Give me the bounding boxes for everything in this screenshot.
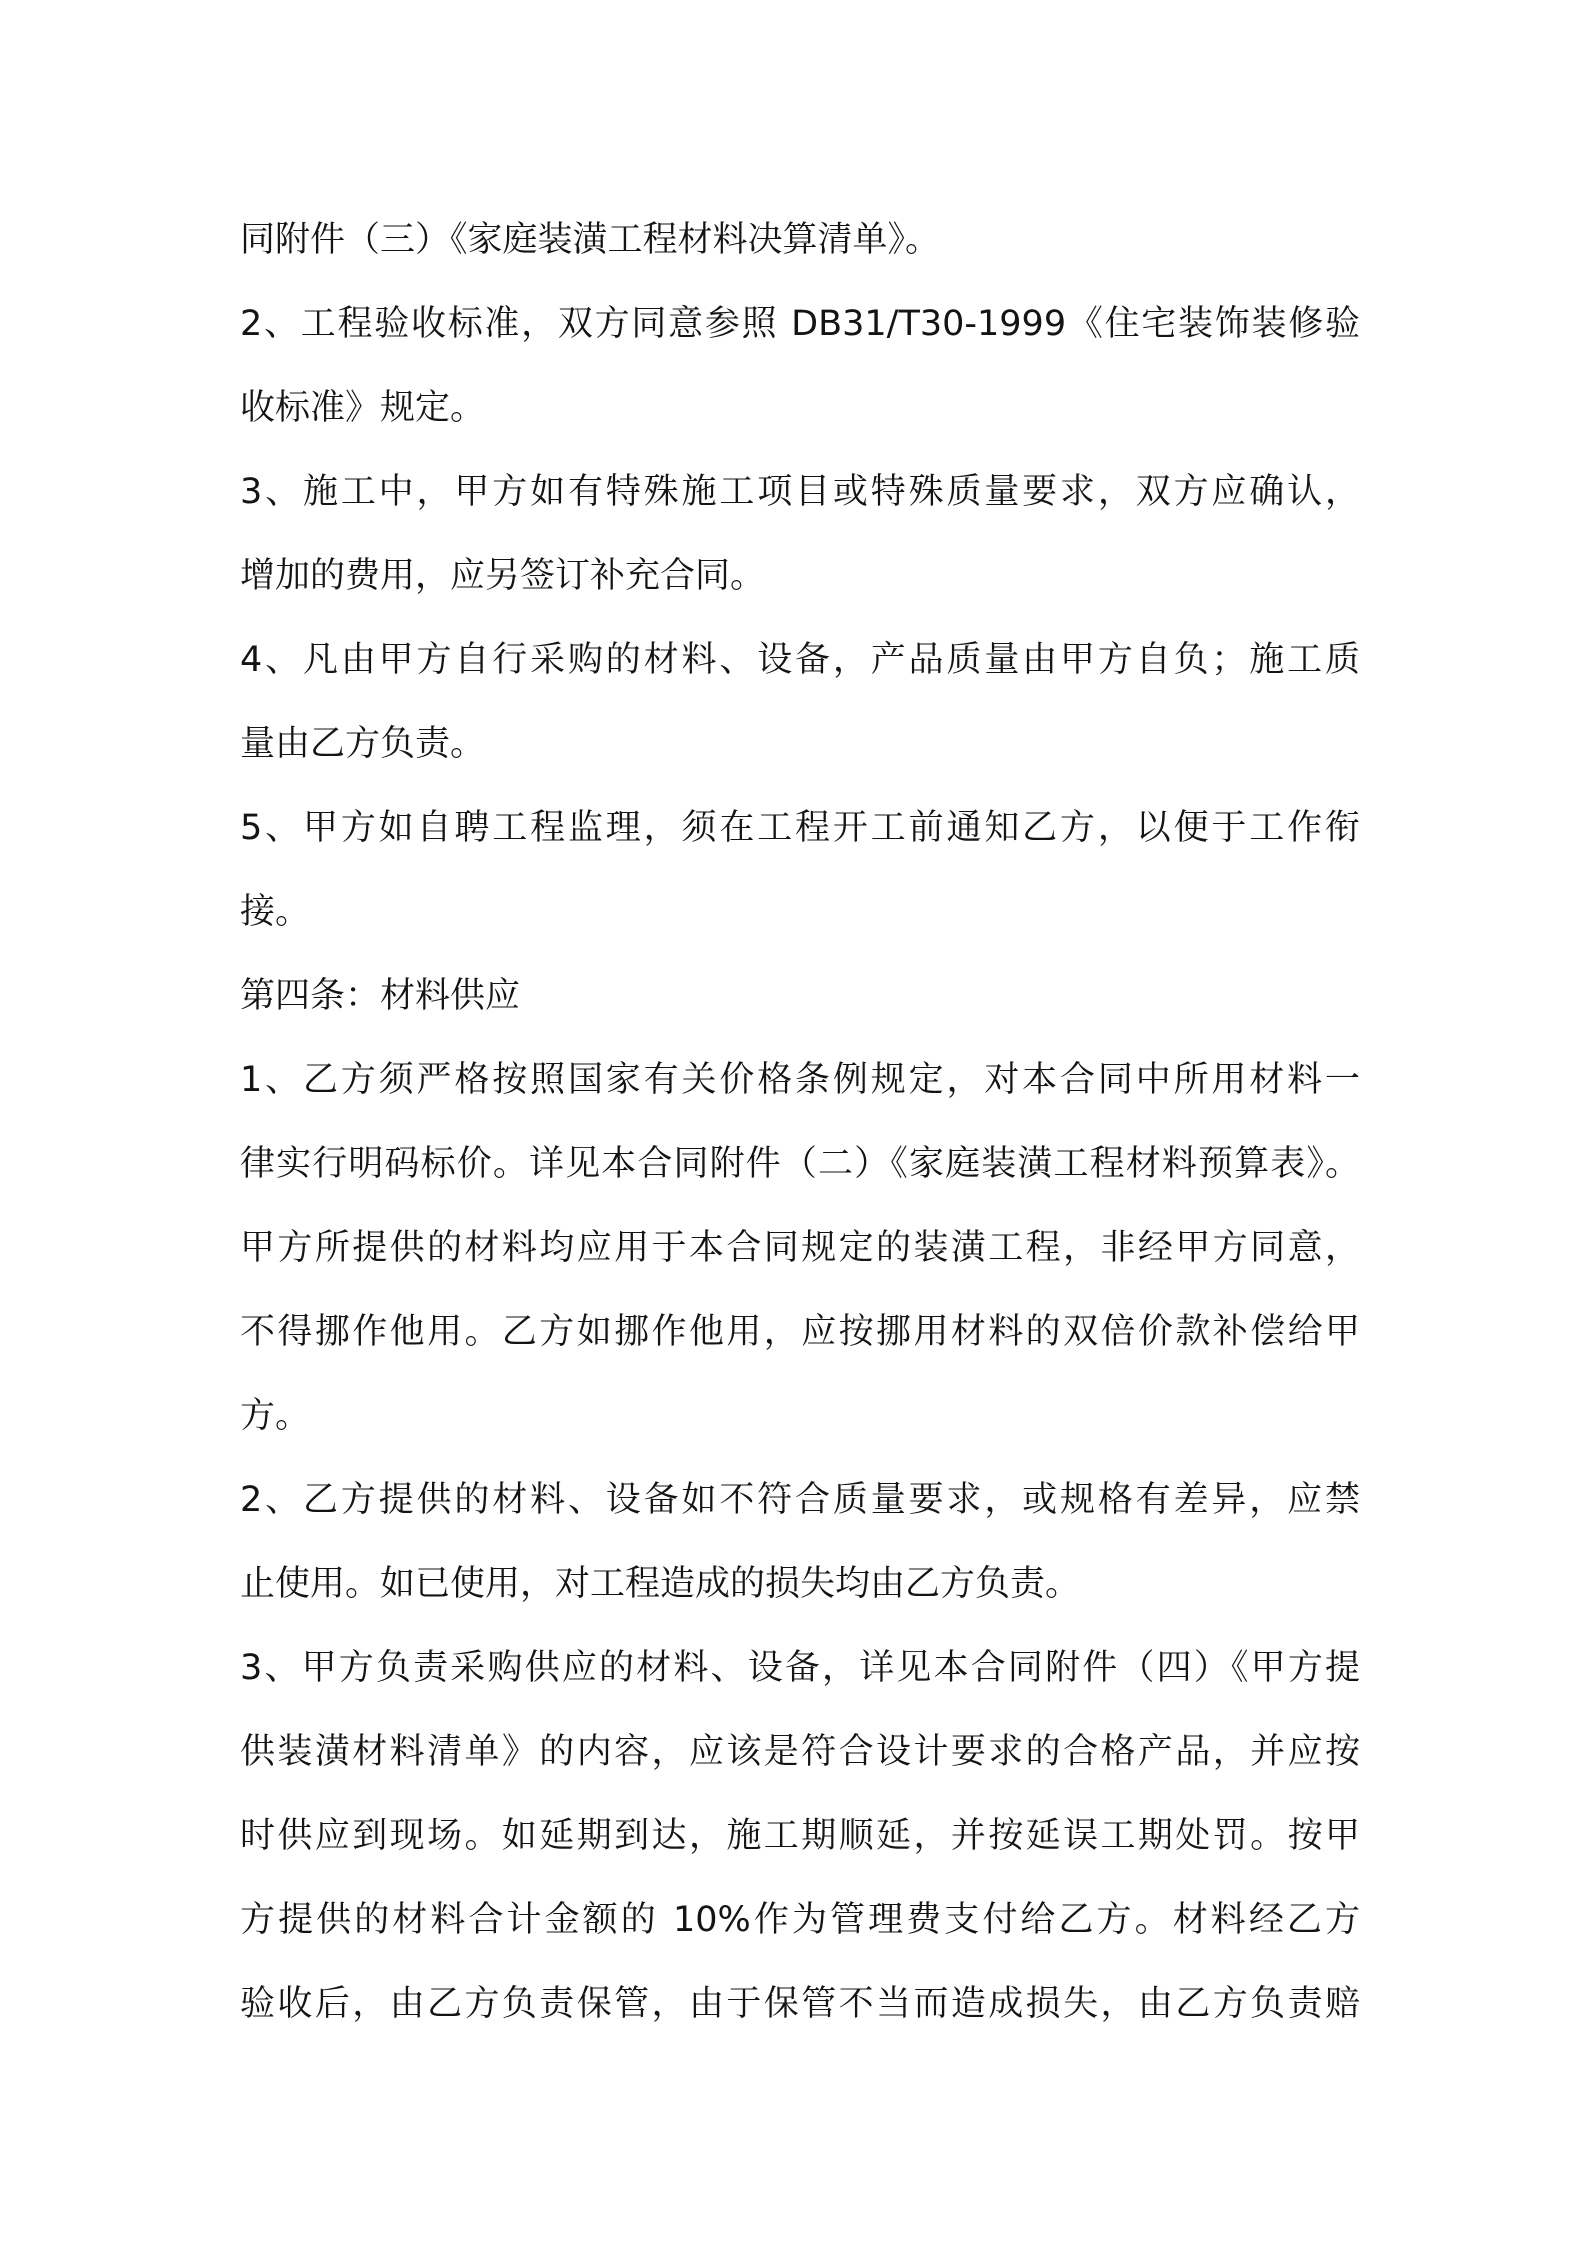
paragraph-line: 时供应到现场。如延期到达，施工期顺延，并按延误工期处罚。按甲 [240,1816,1360,1856]
paragraph-line: 律实行明码标价。详见本合同附件（二）《家庭装潢工程材料预算表》。 [240,1144,1360,1184]
paragraph-line: 5、甲方如自聘工程监理，须在工程开工前通知乙方，以便于工作衔 [240,808,1360,848]
paragraph-line: 验收后，由乙方负责保管，由于保管不当而造成损失，由乙方负责赔 [240,1984,1360,2024]
paragraph-line: 不得挪作他用。乙方如挪作他用，应按挪用材料的双倍价款补偿给甲 [240,1312,1360,1352]
paragraph-line: 4、凡由甲方自行采购的材料、设备，产品质量由甲方自负；施工质 [240,640,1360,680]
paragraph-line: 甲方所提供的材料均应用于本合同规定的装潢工程，非经甲方同意， [240,1228,1360,1268]
paragraph-line: 收标准》规定。 [240,388,486,428]
paragraph-line: 方提供的材料合计金额的 10%作为管理费支付给乙方。材料经乙方 [240,1900,1360,1940]
paragraph-line: 增加的费用，应另签订补充合同。 [240,556,766,596]
paragraph-line: 接。 [240,892,311,932]
paragraph-line: 量由乙方负责。 [240,724,486,764]
paragraph-line: 方。 [240,1396,311,1436]
paragraph-line: 同附件（三）《家庭装潢工程材料决算清单》。 [240,220,941,260]
paragraph-line: 2、工程验收标准，双方同意参照 DB31/T30-1999《住宅装饰装修验 [240,304,1360,344]
paragraph-line: 2、乙方提供的材料、设备如不符合质量要求，或规格有差异，应禁 [240,1480,1360,1520]
paragraph-line: 止使用。如已使用，对工程造成的损失均由乙方负责。 [240,1564,1081,1604]
paragraph-line: 供装潢材料清单》的内容，应该是符合设计要求的合格产品，并应按 [240,1732,1360,1772]
paragraph-line: 3、施工中，甲方如有特殊施工项目或特殊质量要求，双方应确认， [240,472,1360,512]
paragraph-line: 3、甲方负责采购供应的材料、设备，详见本合同附件（四）《甲方提 [240,1648,1360,1688]
section-heading: 第四条：材料供应 [240,976,521,1016]
paragraph-line: 1、乙方须严格按照国家有关价格条例规定，对本合同中所用材料一 [240,1060,1360,1100]
contract-body [240,198,1360,2046]
